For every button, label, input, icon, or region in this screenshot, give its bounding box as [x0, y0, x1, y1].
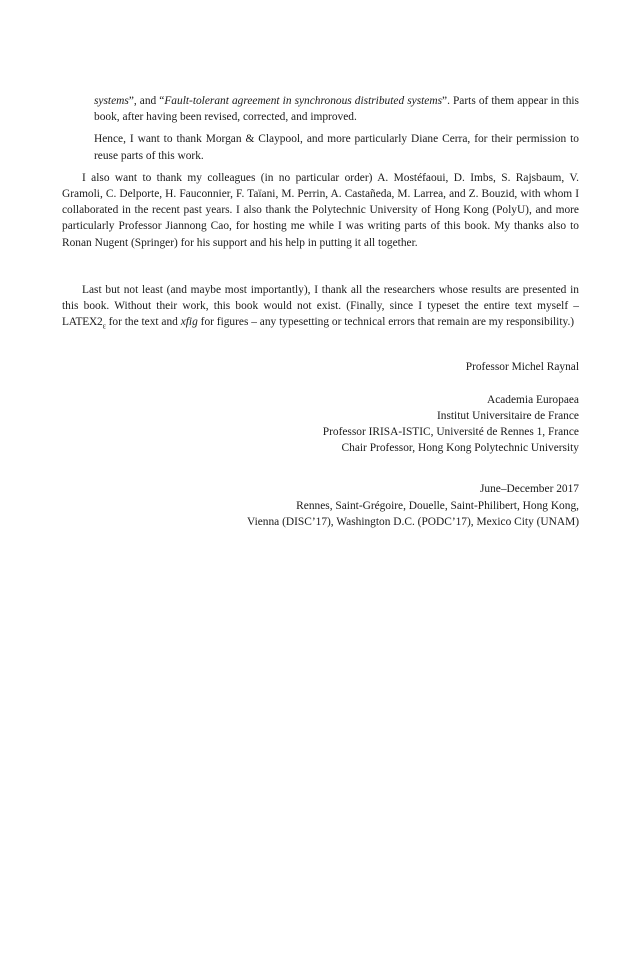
latex-logo-main: LATEX2: [62, 316, 103, 329]
xfig-name: xfig: [180, 316, 198, 329]
researchers-text-3: for figures – any typesetting or technical errors that remain are my responsibility.): [197, 316, 575, 329]
quoted-block: [94, 93, 579, 164]
researchers-paragraph: [62, 282, 579, 331]
affiliation-line-2: Institut Universitaire de France: [436, 409, 579, 422]
affiliation-line-3: Professor IRISA-ISTIC, Université de Rennes 1, France: [322, 426, 579, 439]
researchers-text-2: for the text and: [105, 316, 181, 329]
affiliation-line-4: Chair Professor, Hong Kong Polytechnic University: [341, 442, 579, 455]
places-line-1: Rennes, Saint-Grégoire, Douelle, Saint-Philibert, Hong Kong,: [296, 499, 579, 512]
researchers-text-1: Last but not least (and maybe most importantly), I thank all the researchers whose results are presented in this book. Without their work, this book would not exist. (Finally, since I typeset the entire text myself –: [62, 283, 579, 313]
quote-title-1: systems: [94, 95, 129, 107]
places-line-2: Vienna (DISC’17), Washington D.C. (PODC’17), Mexico City (UNAM): [247, 515, 579, 528]
quote-title-2: Fault-tolerant agreement in synchronous distributed systems: [164, 95, 443, 107]
date-line: June–December 2017: [479, 483, 579, 496]
latex-logo: [62, 316, 106, 331]
quote-paragraph-1-rest: ”. Parts of them appear in this book, after having been revised, corrected, and improved.: [94, 95, 579, 124]
quote-paragraph-1: [94, 93, 579, 125]
quote-paragraph-2: Hence, I want to thank Morgan & Claypool, and more particularly Diane Cerra, for their permission to reuse parts of this work.: [94, 133, 579, 162]
signature-block: [62, 359, 579, 530]
latex-logo-sub: ε: [102, 321, 106, 331]
quote-connector: ”, and “: [128, 95, 165, 107]
author-name: Professor Michel Raynal: [465, 361, 579, 374]
document-page: [62, 93, 579, 530]
colleagues-paragraph: I also want to thank my colleagues (in no particular order) A. Mostéfaoui, D. Imbs, S. Rajsbaum, V. Gramoli, C. Delporte, H. Fauconnier, F. Taïani, M. Perrin, A. Castañeda, M. Larrea, and Z. Bouzid, with whom I collaborated in the recent past years. I also thank the Polytechnic University of Hong Kong (PolyU), and more particularly Professor Jiannong Cao, for hosting me while I was writing parts of this book. My thanks also to Ronan Nugent (Springer) for his support and his help in putting it all together.: [62, 171, 579, 249]
affiliation-line-1: Academia Europaea: [486, 393, 579, 406]
spacer: [62, 376, 579, 392]
spacer: [62, 456, 579, 481]
